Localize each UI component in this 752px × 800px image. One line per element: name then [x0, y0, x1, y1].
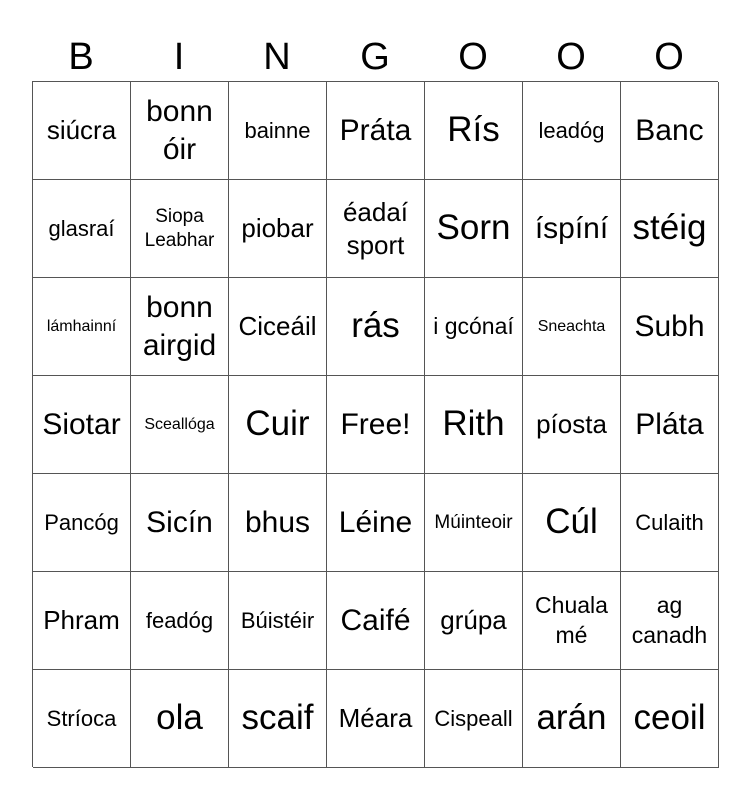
bingo-cell[interactable]: i gcónaí: [425, 278, 523, 376]
bingo-cell[interactable]: piobar: [229, 180, 327, 278]
header-letter: N: [263, 36, 291, 78]
bingo-cell[interactable]: Sorn: [425, 180, 523, 278]
bingo-cell[interactable]: Cispeall: [425, 670, 523, 768]
bingo-cell[interactable]: Cuir: [229, 376, 327, 474]
bingo-cell[interactable]: ola: [131, 670, 229, 768]
bingo-cell[interactable]: Free!: [327, 376, 425, 474]
bingo-cell[interactable]: scaif: [229, 670, 327, 768]
bingo-cell[interactable]: bonn airgid: [131, 278, 229, 376]
header-letter: B: [68, 36, 94, 78]
bingo-cell[interactable]: Léine: [327, 474, 425, 572]
bingo-cell[interactable]: Rith: [425, 376, 523, 474]
bingo-cell[interactable]: íspíní: [523, 180, 621, 278]
header-letter: O: [458, 36, 488, 78]
bingo-cell[interactable]: bhus: [229, 474, 327, 572]
bingo-cell[interactable]: Sneachta: [523, 278, 621, 376]
bingo-cell[interactable]: ceoil: [621, 670, 719, 768]
header-letter: I: [173, 36, 185, 78]
bingo-cell[interactable]: stéig: [621, 180, 719, 278]
bingo-cell[interactable]: Caifé: [327, 572, 425, 670]
bingo-cell[interactable]: Chuala mé: [523, 572, 621, 670]
bingo-cell[interactable]: éadaí sport: [327, 180, 425, 278]
bingo-cell[interactable]: Banc: [621, 82, 719, 180]
bingo-cell[interactable]: lámhainní: [33, 278, 131, 376]
bingo-cell[interactable]: bonn óir: [131, 82, 229, 180]
bingo-cell[interactable]: Phram: [33, 572, 131, 670]
bingo-cell[interactable]: grúpa: [425, 572, 523, 670]
bingo-cell[interactable]: Rís: [425, 82, 523, 180]
bingo-cell[interactable]: Culaith: [621, 474, 719, 572]
bingo-cell[interactable]: leadóg: [523, 82, 621, 180]
bingo-grid: [32, 81, 718, 767]
bingo-cell[interactable]: Sceallóga: [131, 376, 229, 474]
bingo-cell[interactable]: Pláta: [621, 376, 719, 474]
bingo-cell[interactable]: glasraí: [33, 180, 131, 278]
bingo-cell[interactable]: ag canadh: [621, 572, 719, 670]
bingo-cell[interactable]: siúcra: [33, 82, 131, 180]
header-letter: O: [654, 36, 684, 78]
bingo-cell[interactable]: Subh: [621, 278, 719, 376]
bingo-cell[interactable]: Pancóg: [33, 474, 131, 572]
bingo-cell[interactable]: arán: [523, 670, 621, 768]
bingo-cell[interactable]: rás: [327, 278, 425, 376]
bingo-cell[interactable]: Siotar: [33, 376, 131, 474]
bingo-cell[interactable]: Múinteoir: [425, 474, 523, 572]
header-letter: O: [556, 36, 586, 78]
bingo-cell[interactable]: Ciceáil: [229, 278, 327, 376]
bingo-cell[interactable]: Stríoca: [33, 670, 131, 768]
bingo-cell[interactable]: Búistéir: [229, 572, 327, 670]
bingo-header: [32, 34, 718, 80]
bingo-cell[interactable]: Práta: [327, 82, 425, 180]
bingo-cell[interactable]: Méara: [327, 670, 425, 768]
bingo-cell[interactable]: Cúl: [523, 474, 621, 572]
bingo-cell[interactable]: bainne: [229, 82, 327, 180]
header-letter: G: [360, 36, 390, 78]
bingo-cell[interactable]: Sicín: [131, 474, 229, 572]
bingo-cell[interactable]: píosta: [523, 376, 621, 474]
bingo-cell[interactable]: feadóg: [131, 572, 229, 670]
bingo-cell[interactable]: Siopa Leabhar: [131, 180, 229, 278]
